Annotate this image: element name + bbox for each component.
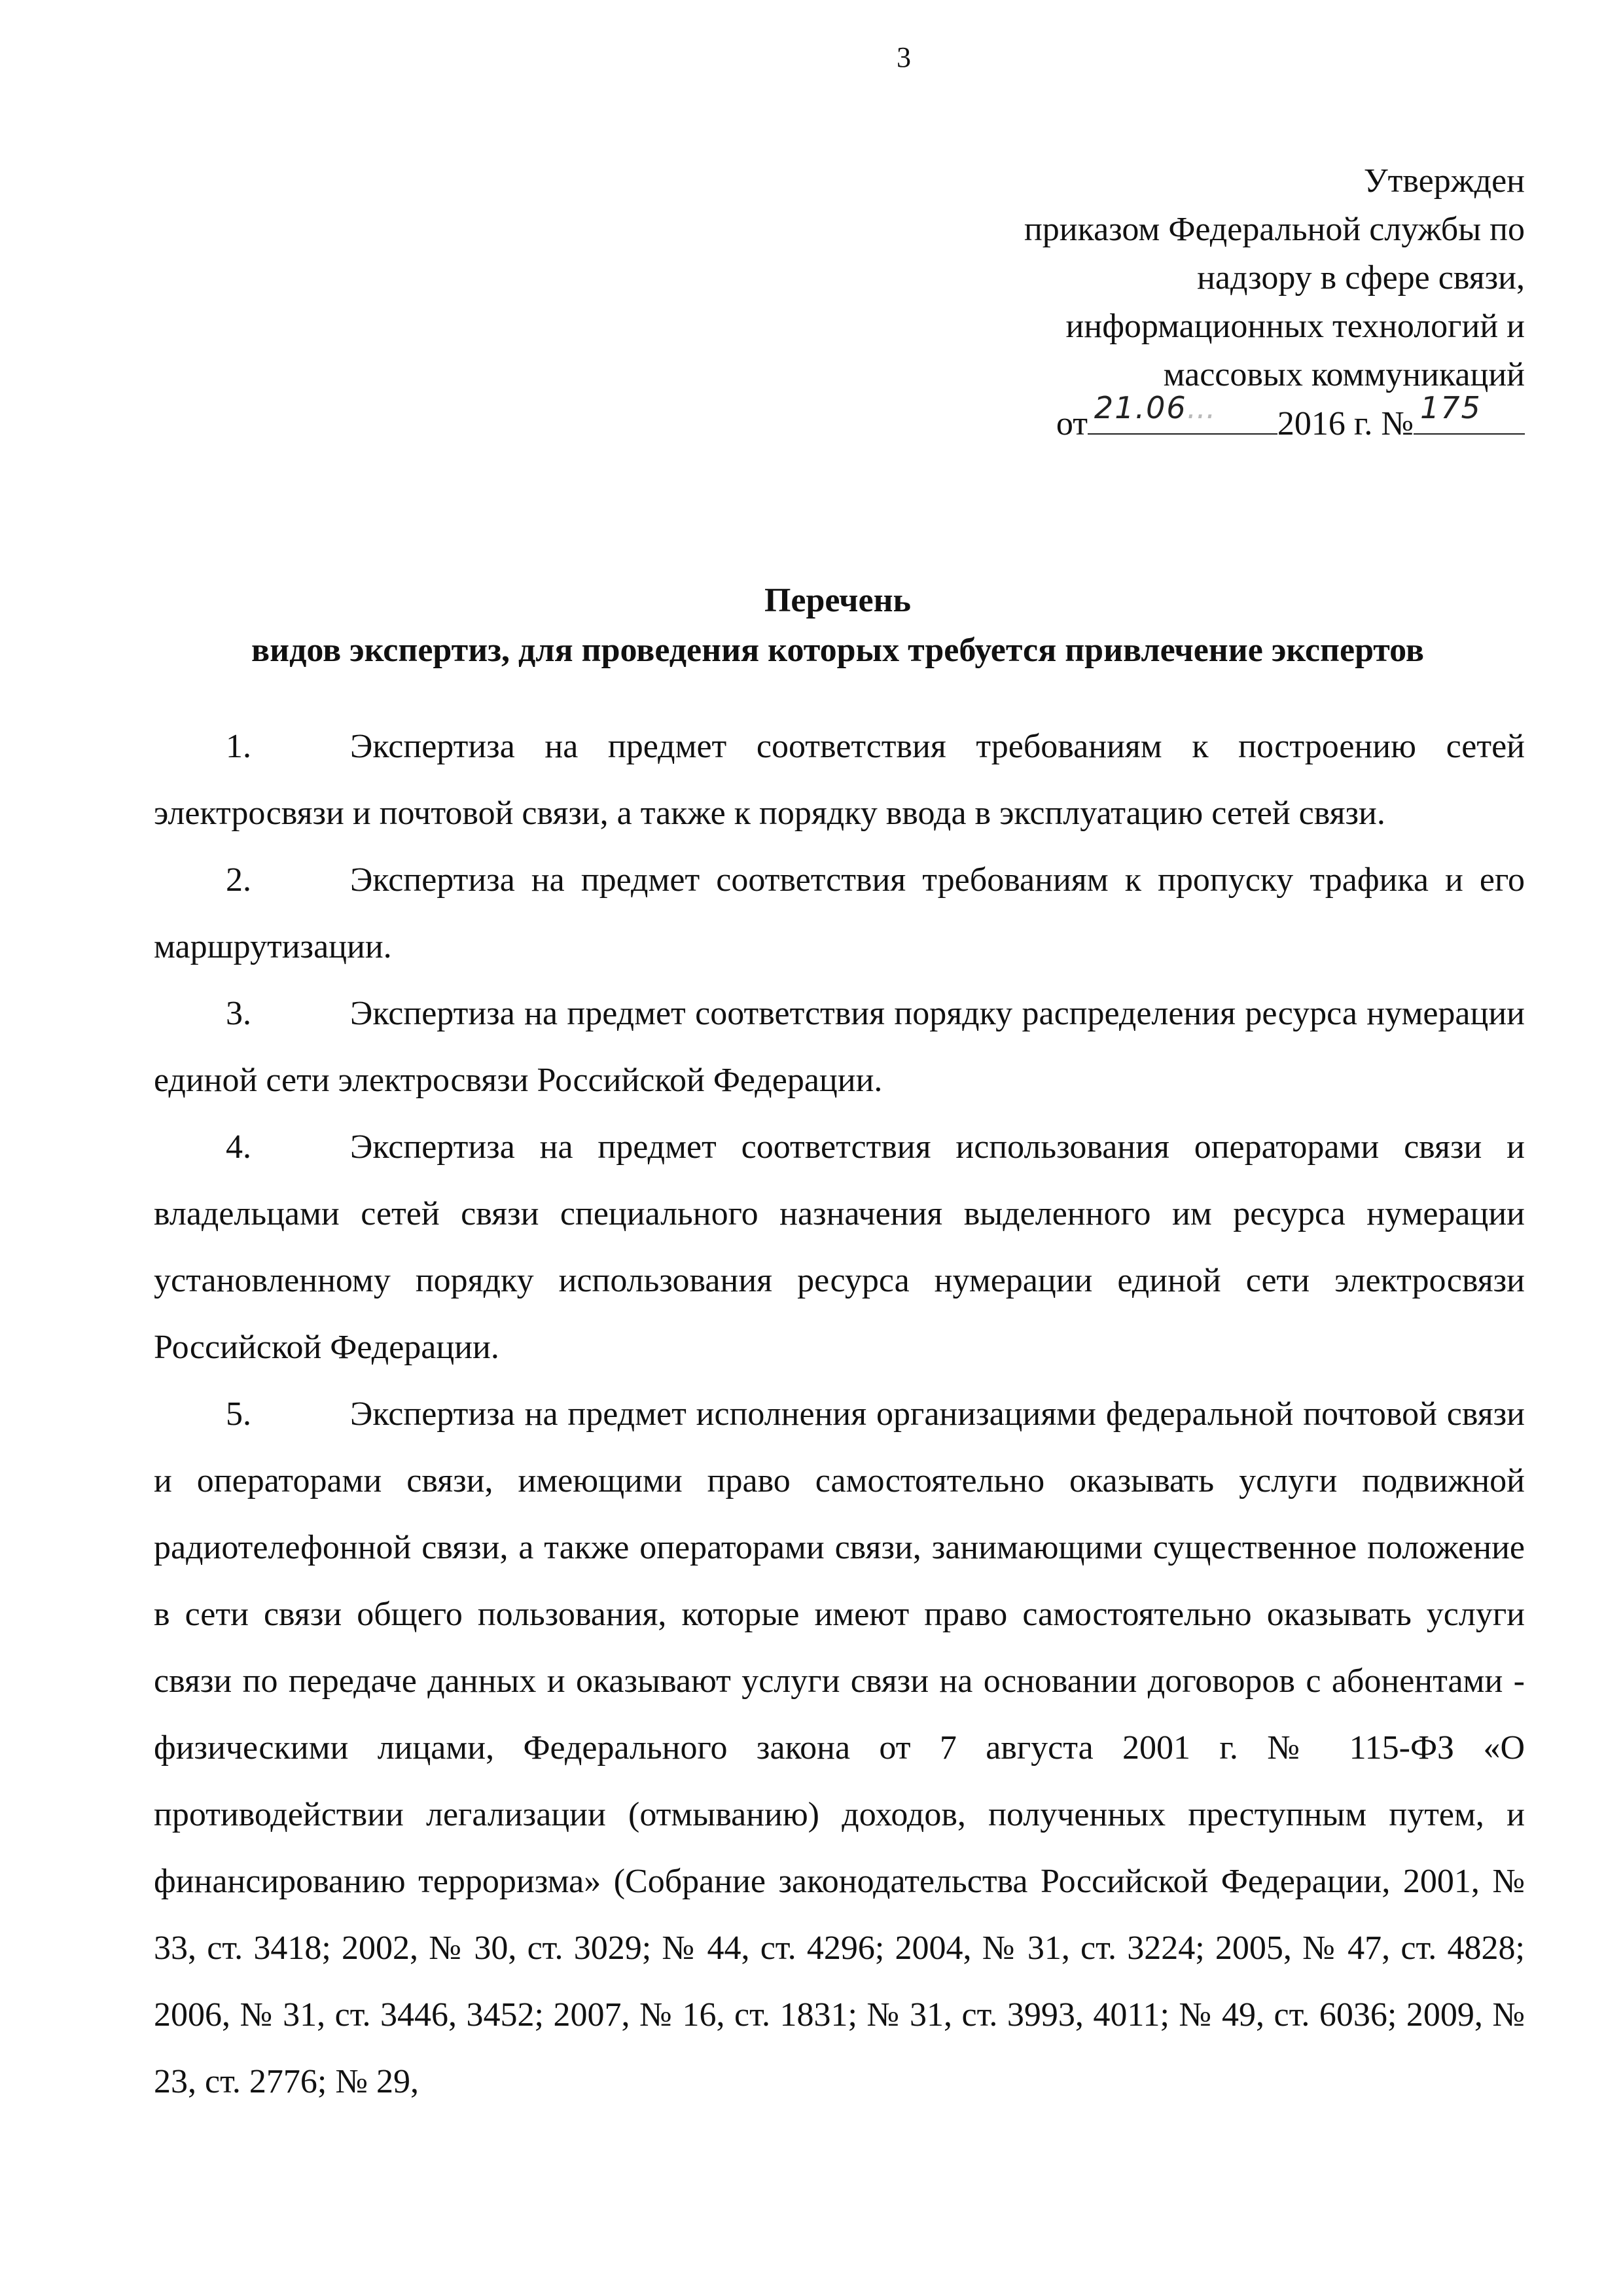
item-text: Экспертиза на предмет исполнения организациями федеральной почтовой связи и операторами связи, имеющими право самостоятельно оказывать услуги подвижной радиотелефонной связи, а также операторами связи, занимающими существенное положение в сети связи общего пользования, которые имеют право самостоятельно оказывать услуги связи по передаче данных и оказывают услуги связи на основании договоров с абонентами - физическими лицами, Федерального закона от 7 августа 2001 г. № 115-ФЗ «О противодействии легализации (отмыванию) доходов, полученных преступным путем, и финансированию терроризма» (Собрание законодательства Российской Федерации, 2001, № 33, ст. 3418; 2002, № 30, ст. 3029; № 44, ст. 4296; 2004, № 31, ст. 3224; 2005, № 47, ст. 4828; 2006, № 31, ст. 3446, 3452; 2007, № 16, ст. 1831; № 31, ст. 3993, 4011; № 49, ст. 6036; 2009, № 23, ст. 2776; № 29, (154, 1395, 1525, 2100)
item-number: 2. (226, 861, 251, 899)
item-text: Экспертиза на предмет соответствия требованиям к построению сетей электросвязи и почтовой связи, а также к порядку ввода в эксплуатацию сетей связи. (154, 728, 1525, 832)
item-number: 1. (226, 728, 251, 765)
order-year: 2016 г. № (1277, 405, 1414, 442)
item-text: Экспертиза на предмет соответствия порядку распределения ресурса нумерации единой сети электросвязи Российской Федерации. (154, 995, 1525, 1099)
handwritten-date-value: 21.06 (1094, 390, 1187, 425)
approval-line: Утвержден (1363, 162, 1525, 200)
list-item (154, 980, 1525, 1114)
approval-line: надзору в сфере связи, (1197, 259, 1525, 296)
approval-block (740, 157, 1525, 448)
page-number: 3 (897, 41, 911, 73)
title-line-2: видов экспертиз, для проведения которых требуется привлечение экспертов (251, 632, 1424, 669)
item-number: 5. (226, 1395, 251, 1433)
handwritten-number: 175 (1420, 390, 1482, 425)
number-blank (1414, 390, 1525, 435)
date-prefix: от (1056, 405, 1088, 442)
handwritten-date-faded: ... (1186, 390, 1216, 425)
item-number: 3. (226, 995, 251, 1032)
title-line-1: Перечень (764, 582, 912, 619)
list-item (154, 713, 1525, 847)
approval-line: массовых коммуникаций (1163, 356, 1525, 393)
list-item (154, 1114, 1525, 1381)
approval-line: информационных технологий и (1065, 308, 1525, 345)
list-item (154, 847, 1525, 980)
item-text: Экспертиза на предмет соответствия требованиям к пропуску трафика и его маршрутизации. (154, 861, 1525, 965)
document-title (151, 576, 1525, 675)
item-text: Экспертиза на предмет соответствия использования операторами связи и владельцами сетей связи специального назначения выделенного им ресурса нумерации установленному порядку использования ресурса нумерации единой сети электросвязи Российской Федерации. (154, 1128, 1525, 1366)
list-item (154, 1381, 1525, 2115)
order-date-line (1056, 390, 1525, 448)
handwritten-date (1094, 384, 1216, 432)
approval-line: приказом Федеральной службы по (1024, 211, 1525, 248)
expertise-list (154, 713, 1525, 2115)
item-number: 4. (226, 1128, 251, 1166)
date-blank (1088, 390, 1277, 435)
